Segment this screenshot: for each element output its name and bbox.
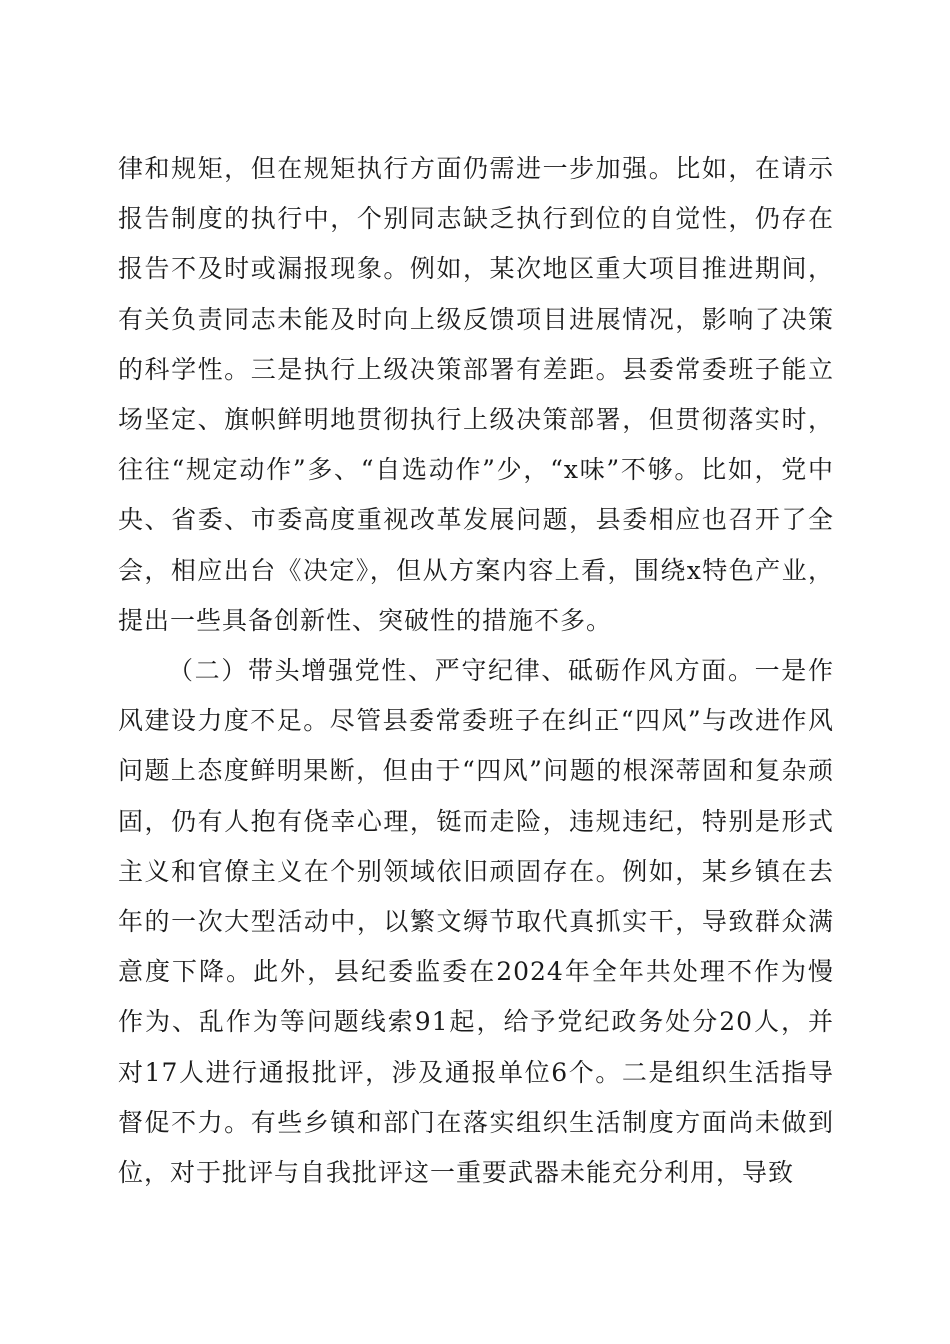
document-body xyxy=(118,144,834,1198)
paragraph-2 xyxy=(118,646,834,1198)
section-heading: （二）带头增强党性、严守纪律、砥砺作风方面。 xyxy=(168,656,755,686)
paragraph-1: 律和规矩，但在规矩执行方面仍需进一步加强。比如，在请示报告制度的执行中，个别同志缺乏执行到位的自觉性，仍存在报告不及时或漏报现象。例如，某次地区重大项目推进期间，有关负责同志未能及时向上级反馈项目进展情况，影响了决策的科学性。三是执行上级决策部署有差距。县委常委班子能立场坚定、旗帜鲜明地贯彻执行上级决策部署，但贯彻落实时，往往“规定动作”多、“自选动作”少，“x味”不够。比如，党中央、省委、市委高度重视改革发展问题，县委相应也召开了全会，相应出台《决定》，但从方案内容上看，围绕x特色产业，提出一些具备创新性、突破性的措施不多。 xyxy=(118,154,834,635)
paragraph-2-text: 一是作风建设力度不足。尽管县委常委班子在纠正“四风”与改进作风问题上态度鲜明果断，但由于“四风”问题的根深蒂固和复杂顽固，仍有人抱有侥幸心理，铤而走险，违规违纪，特别是形式主义和官僚主义在个别领域依旧顽固存在。例如，某乡镇在去年的一次大型活动中，以繁文缛节取代真抓实干，导致群众满意度下降。此外，县纪委监委在2024年全年共处理不作为慢作为、乱作为等问题线索91起，给予党纪政务处分20人，并对17人进行通报批评，涉及通报单位6个。二是组织生活指导督促不力。有些乡镇和部门在落实组织生活制度方面尚未做到位，对于批评与自我批评这一重要武器未能充分利用，导致 xyxy=(118,656,834,1188)
